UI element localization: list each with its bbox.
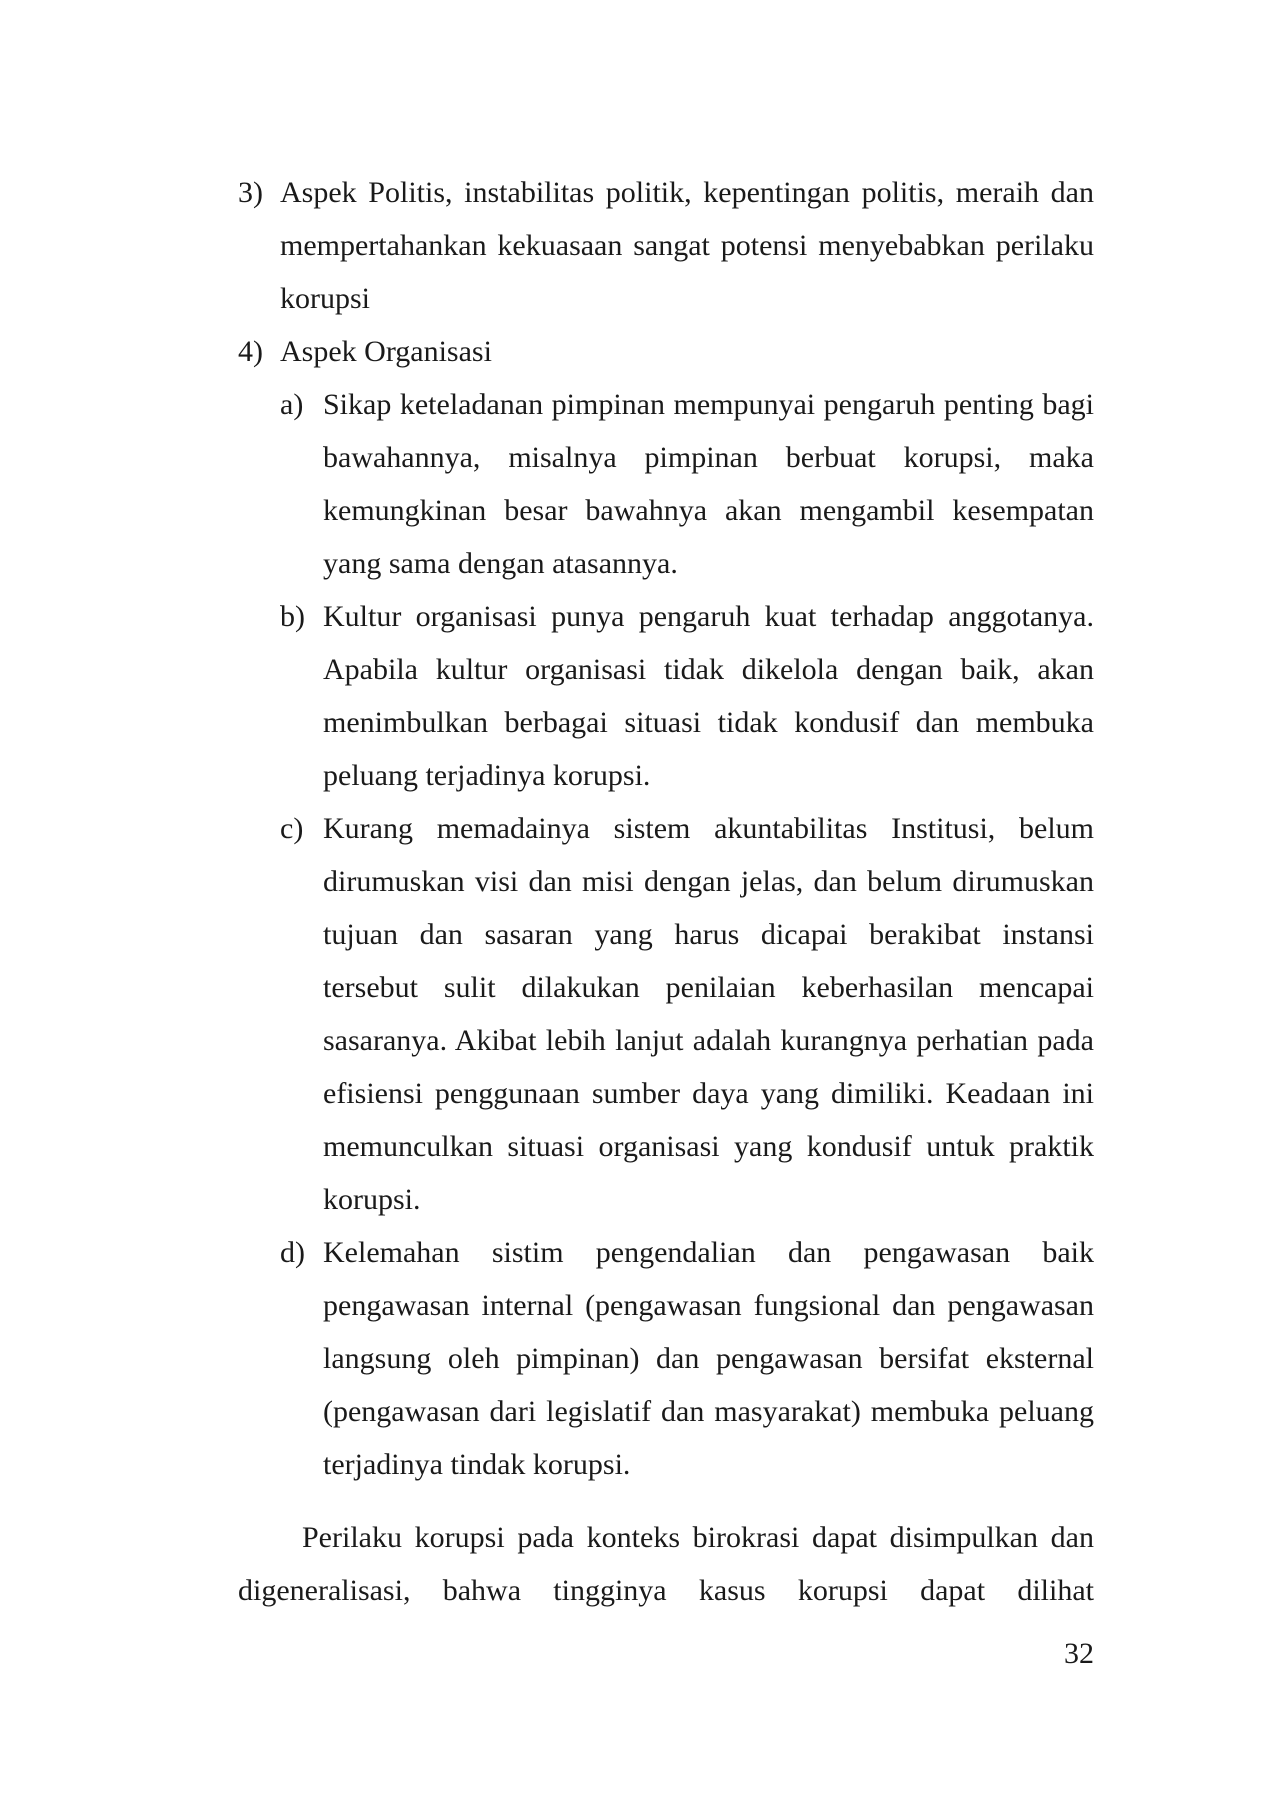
- sub-item-letter: b): [280, 600, 305, 633]
- sub-item-letter: a): [280, 388, 304, 421]
- sub-item-text: Kultur organisasi punya pengaruh kuat terhadap anggotanya. Apabila kultur organisasi tidak dikelola dengan baik, akan menimbulkan berbagai situasi tidak kondusif dan membuka peluang terjadinya korupsi.: [323, 600, 1094, 792]
- sub-item-b: [280, 590, 1094, 802]
- sub-item-c: [280, 802, 1094, 1226]
- list-item-3: [238, 166, 1094, 325]
- sub-item-d: [280, 1226, 1094, 1491]
- list-number: 3): [238, 176, 263, 209]
- sub-item-letter: d): [280, 1236, 305, 1269]
- sub-item-text: Kelemahan sistim pengendalian dan pengawasan baik pengawasan internal (pengawasan fungsional dan pengawasan langsung oleh pimpinan) dan pengawasan bersifat eksternal (pengawasan dari legislatif dan masyarakat) membuka peluang terjadinya tindak korupsi.: [323, 1236, 1094, 1481]
- list-item-4: [238, 325, 1094, 378]
- sub-item-a: [280, 378, 1094, 590]
- sub-item-text: Kurang memadainya sistem akuntabilitas Institusi, belum dirumuskan visi dan misi dengan jelas, dan belum dirumuskan tujuan dan sasaran yang harus dicapai berakibat instansi tersebut sulit dilakukan penilaian keberhasilan mencapai sasaranya. Akibat lebih lanjut adalah kurangnya perhatian pada efisiensi penggunaan sumber daya yang dimiliki. Keadaan ini memunculkan situasi organisasi yang kondusif untuk praktik korupsi.: [323, 812, 1094, 1216]
- list-number: 4): [238, 335, 263, 368]
- closing-paragraph: Perilaku korupsi pada konteks birokrasi dapat disimpulkan dan digeneralisasi, bahwa tingginya kasus korupsi dapat dilihat: [238, 1521, 1094, 1607]
- list-item-text: Aspek Politis, instabilitas politik, kepentingan politis, meraih dan mempertahankan kekuasaan sangat potensi menyebabkan perilaku korupsi: [280, 176, 1094, 315]
- page-content: [238, 166, 1094, 1647]
- sub-item-text: Sikap keteladanan pimpinan mempunyai pengaruh penting bagi bawahannya, misalnya pimpinan berbuat korupsi, maka kemungkinan besar bawahnya akan mengambil kesempatan yang sama dengan atasannya.: [323, 388, 1094, 580]
- sub-item-letter: c): [280, 812, 304, 845]
- page-number: 32: [1064, 1637, 1094, 1670]
- list-item-text: Aspek Organisasi: [280, 335, 492, 368]
